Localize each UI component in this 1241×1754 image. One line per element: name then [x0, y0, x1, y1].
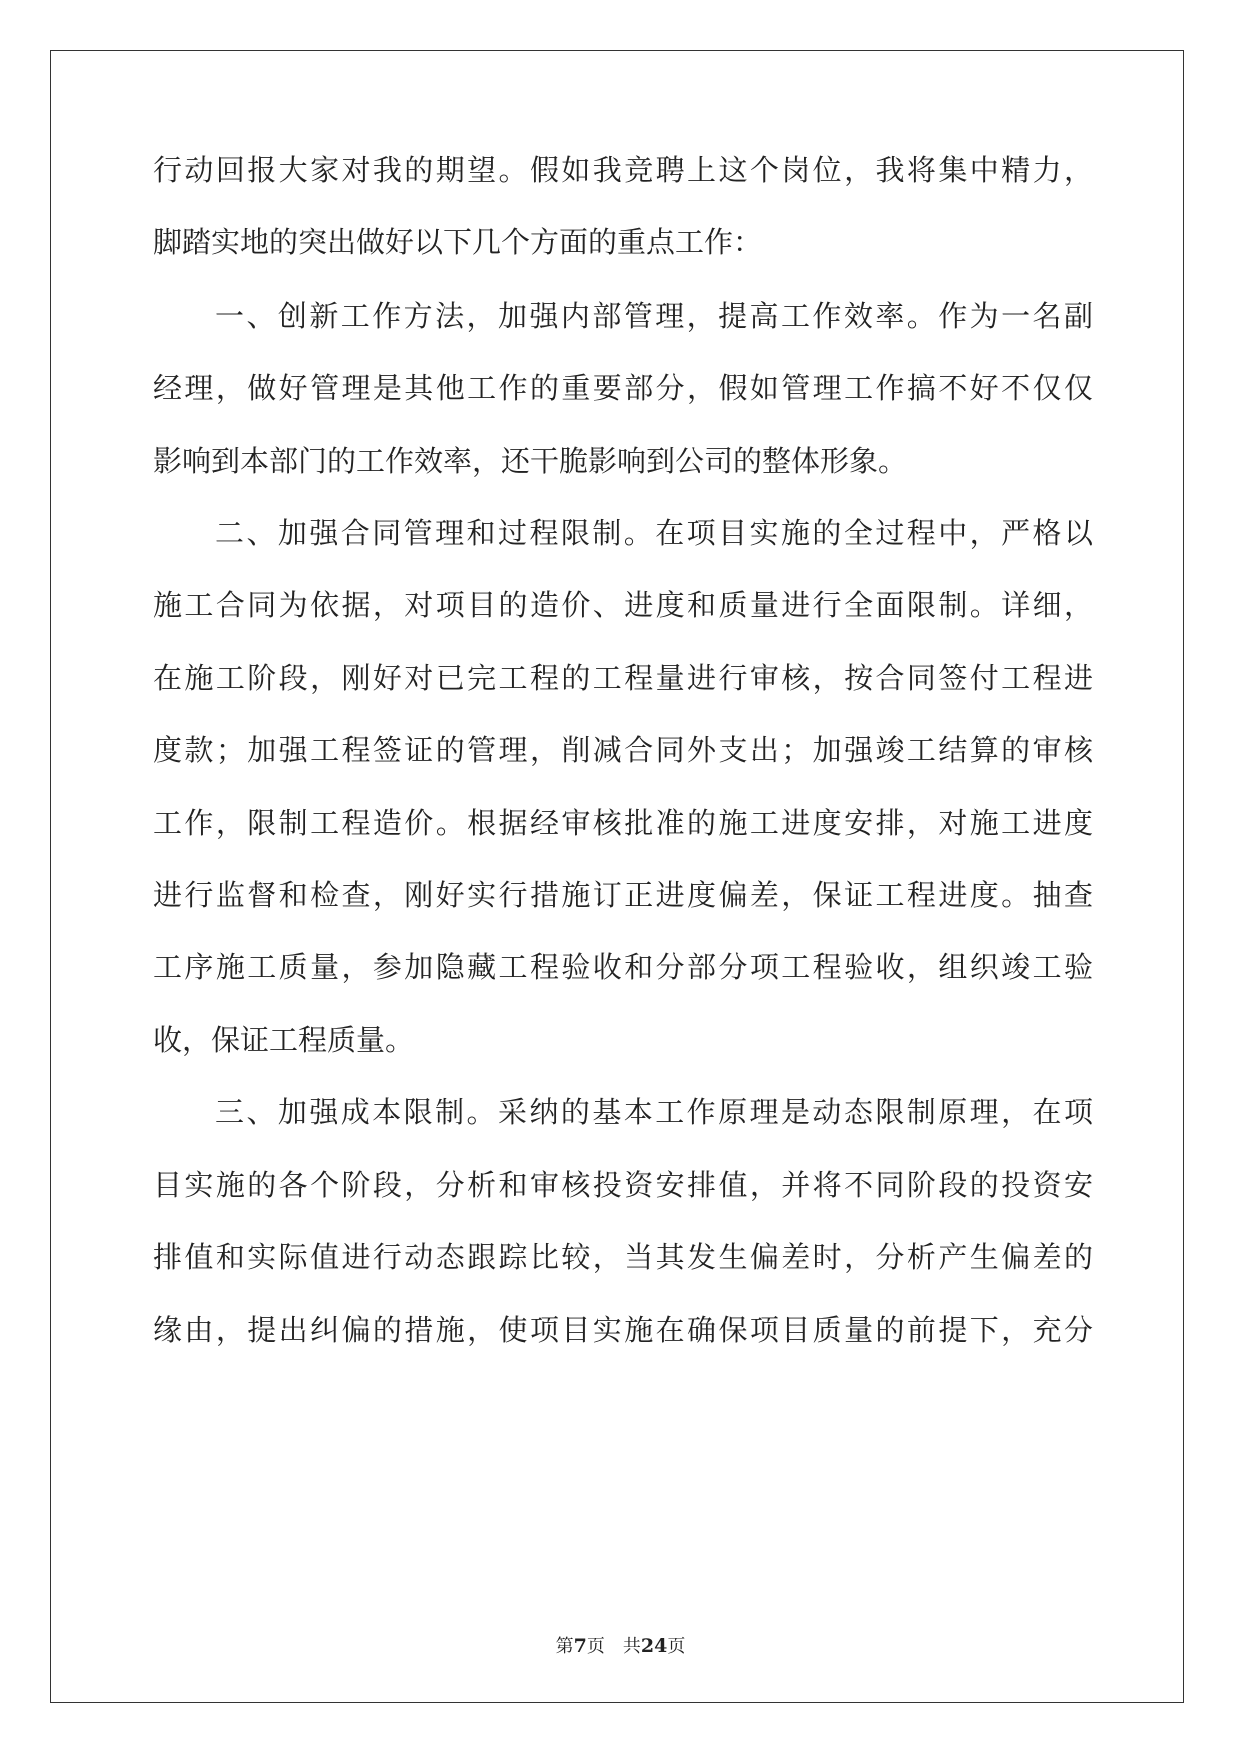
- paragraph-heading-line: 一、创新工作方法，加强内部管理，提高工作效率。作为一名副: [215, 299, 1093, 333]
- total-pages-number: 24: [640, 1635, 668, 1657]
- paragraph-heading-line: 三、加强成本限制。采纳的基本工作原理是动态限制原理，在项: [215, 1095, 1093, 1129]
- text-line: 行动回报大家对我的期望。假如我竞聘上这个岗位，我将集中精力，: [153, 153, 1093, 187]
- text-line: 经理，做好管理是其他工作的重要部分，假如管理工作搞不好不仅仅: [153, 371, 1093, 405]
- text-line: 脚踏实地的突出做好以下几个方面的重点工作：: [153, 225, 763, 259]
- text-line: 工作，限制工程造价。根据经审核批准的施工进度安排，对施工进度: [153, 806, 1093, 840]
- text-line: 影响到本部门的工作效率，还干脆影响到公司的整体形象。: [153, 444, 908, 478]
- text-line: 工序施工质量，参加隐藏工程验收和分部分项工程验收，组织竣工验: [153, 950, 1093, 984]
- text-line: 缘由，提出纠偏的措施，使项目实施在确保项目质量的前提下，充分: [153, 1313, 1093, 1347]
- text-line: 施工合同为依据，对项目的造价、进度和质量进行全面限制。详细，: [153, 588, 1093, 622]
- text-line: 进行监督和检查，刚好实行措施订正进度偏差，保证工程进度。抽查: [153, 878, 1093, 912]
- footer-prefix: 第: [555, 1636, 574, 1657]
- text-line: 收，保证工程质量。: [153, 1023, 415, 1057]
- text-line: 在施工阶段，刚好对已完工程的工程量进行审核，按合同签付工程进: [153, 661, 1093, 695]
- text-line: 排值和实际值进行动态跟踪比较，当其发生偏差时，分析产生偏差的: [153, 1240, 1093, 1274]
- text-line: 目实施的各个阶段，分析和审核投资安排值，并将不同阶段的投资安: [153, 1168, 1093, 1202]
- current-page-number: 7: [573, 1635, 587, 1657]
- footer-middle: 页 共: [586, 1636, 641, 1657]
- page-footer: [0, 1634, 1241, 1659]
- paragraph-heading-line: 二、加强合同管理和过程限制。在项目实施的全过程中，严格以: [215, 516, 1093, 550]
- text-line: 度款；加强工程签证的管理，削减合同外支出；加强竣工结算的审核: [153, 733, 1093, 767]
- footer-suffix: 页: [667, 1636, 686, 1657]
